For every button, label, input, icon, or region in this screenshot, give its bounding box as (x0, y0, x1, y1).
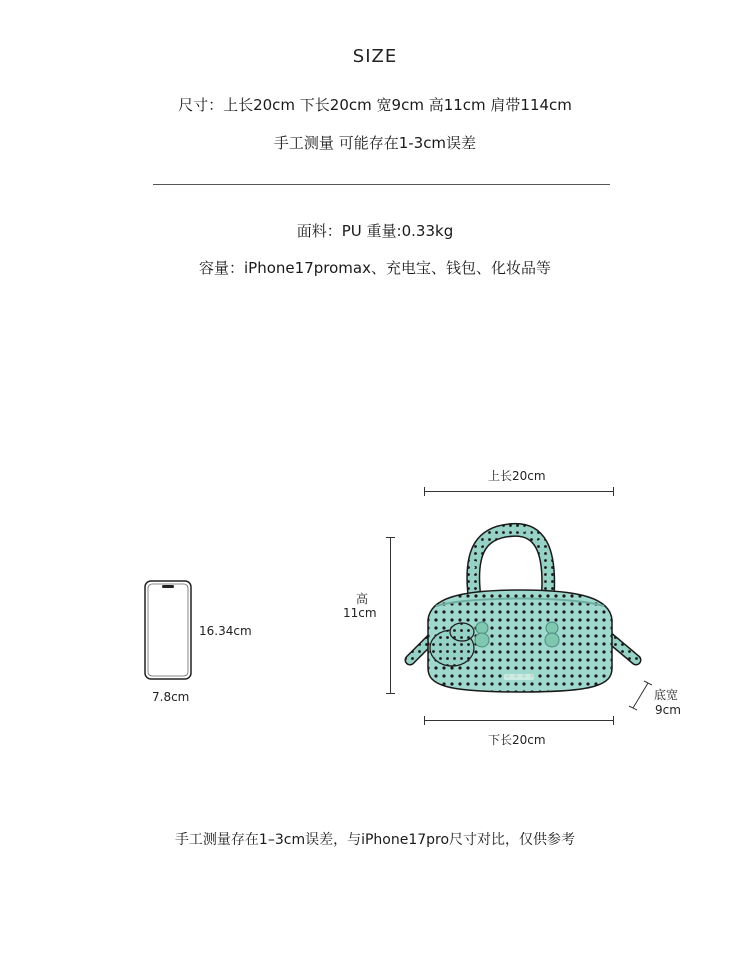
base-width-label-1: 底宽 (654, 688, 679, 702)
top-length-line (424, 491, 614, 492)
bottom-length-line (424, 720, 614, 721)
phone-icon (144, 580, 192, 680)
size-line: 尺寸：上长20cm 下长20cm 宽9cm 高11cm 肩带114cm (178, 96, 572, 114)
capacity-line: 容量：iPhone17promax、充电宝、钱包、化妆品等 (199, 259, 551, 277)
base-width-label-2: 9cm (655, 703, 681, 717)
bag-illustration (400, 520, 670, 700)
phone-width-label: 7.8cm (152, 690, 190, 704)
height-label-2: 11cm (343, 606, 377, 620)
bag-image (400, 520, 670, 700)
footer-note: 手工测量存在1–3cm误差，与iPhone17pro尺寸对比，仅供参考 (174, 832, 576, 848)
top-length-label: 上长20cm (488, 469, 546, 483)
divider (153, 184, 610, 185)
height-label-1: 高 (356, 592, 369, 606)
phone-height-label: 16.34cm (199, 624, 252, 638)
bottom-length-label: 下长20cm (488, 733, 546, 747)
height-line (390, 537, 391, 694)
page-title: SIZE (352, 46, 398, 67)
phone-illustration (144, 580, 192, 680)
measurement-note: 手工测量 可能存在1-3cm误差 (273, 134, 477, 152)
material-weight: 面料：PU 重量:0.33kg (296, 222, 454, 240)
